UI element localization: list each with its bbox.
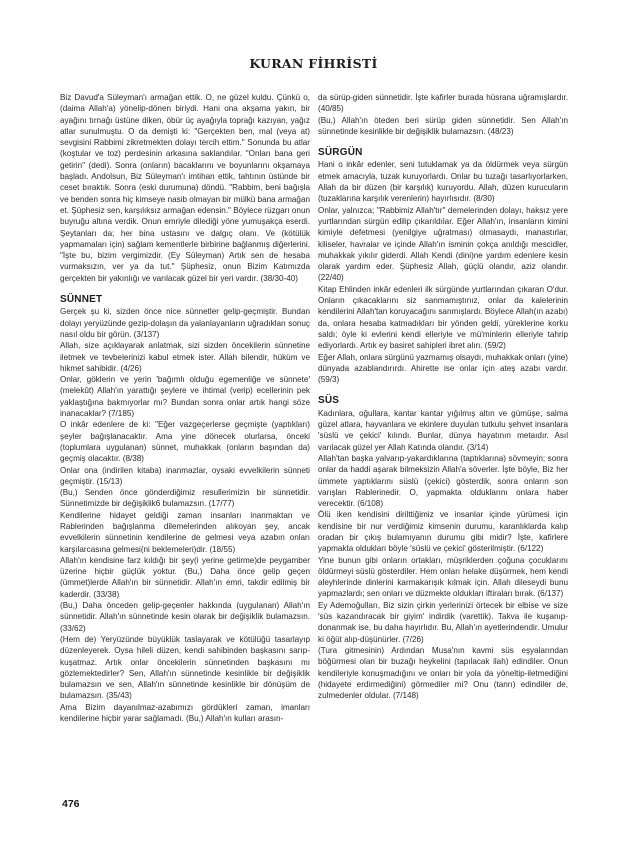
verse-paragraph: O inkâr edenlere de ki: "Eğer vazgeçerlerse geçmişte (yaptıkları) şeyler bağışlanacaktır. Ama yine dönecek olurlarsa, önceki (toplumlara uygulanan) sünnet, muhakkak (onların başından da) geçmiş olacaktır. (8/38) [60,420,310,464]
continued-paragraph: (Bu,) Allah'ın öteden beri sürüp giden sünnetidir. Sen Allah'ın sünnetinde kesinlikle bir değişiklik bulamazsın. (48/23) [318,115,568,136]
left-column [60,92,310,724]
page-number: 476 [62,798,80,810]
continued-paragraph: da sürüp-giden sünnetidir. İşte kafirler burada hüsrana uğramışlardır. (40/85) [318,93,568,114]
verse-paragraph: Kitap Ehlinden inkâr edenleri ilk sürgünde yurtlarından çıkaran O'dur. Onların çıkacaklarını siz sanmamıştınız, onlar da kalelerinin kendilerini Allah'tan koruyacağını sanmışlardı. Böylece Allah(ın azabı) da, onlara hesaba katmadıkları bir yönden geldi, yüreklerine korku saldı; öyle ki evlerini kendi elleriyle ve mü'minlerin elleriyle tahrip ediyorlardı. Artık ey basiret sahipleri ibret alın. (59/2) [318,284,568,351]
verse-paragraph: Allah, size açıklayarak anlatmak, sizi sizden öncekilerin sünnetine iletmek ve tevbelerinizi kabul etmek ister. Allah bilendir, hüküm ve hikmet sahibidir. (4/26) [60,341,310,373]
verse-paragraph: Kadınlara, oğullara, kantar kantar yığılmış altın ve gümüşe, salma güzel atlara, hayvanlara ve ekinlere duyulan tutkulu şehvet insanlara 'süslü ve çekici' kılındı. Bunlar, dünya hayatının metaıdır. Asıl varılacak güzel yer Allah Katında olandır. (3/14) [318,408,568,452]
section-heading-surgun: SÜRGÜN [318,147,363,159]
verse-paragraph: (Hem de) Yeryüzünde büyüklük taslayarak ve kötülüğü tasarlayıp düzenleyerek. Oysa hileli düzen, kendi sahibinden başkasını sarıp-kuşatmaz. Artık onlar öncekilerin sünnetinden başkasını mı gözlemektedirler? Sen, Allah'ın sünnetinde kesinlikle bir değişiklik bulamazsın ve sen, Allah'ın sünnetinde kesinlikle bir dönüşüm de bulamazsın. (35/43) [60,634,310,701]
section-heading-sus: SÜS [318,395,340,407]
verse-paragraph: Hani o inkâr edenler, seni tutuklamak ya da öldürmek veya sürgün etmek amacıyla, tuzak kuruyorlardı. Onlar bu tuzağı tasarlıyorlarken, Allah da bir düzen (bir karşılık) kuruyordu. Allah, düzen kurucuların (tuzaklarına karşılık verenlerin) hayırlısıdır. (8/30) [318,160,568,204]
verse-paragraph: Eğer Allah, onlara sürgünü yazmamış olsaydı, muhakkak onları (yine) dünyada azablandırırdı. Ahirette ise onlar için ateş azabı vardır. (59/3) [318,352,568,385]
verse-paragraph: Yine bunun gibi onların ortakları, müşriklerden çoğuna çocuklarını öldürmeyi süslü gösterdiler. Hem onları helake düşürmek, hem kendi aleyhlerinde dinlerini karmakarışık kılmak için. Allah dileseydi bunu yapmazlardı; sen onları ve düzmekte oldukları iftiraları bırak. (6/137) [318,555,568,599]
verse-paragraph: (Bu,) Daha önceden gelip-geçenler hakkında (uygulanan) Allah'ın sünnetidir. Allah'ın sünnetinde kesin olarak bir değişiklik bulamazsın. (33/62) [60,601,310,633]
verse-paragraph: Allah'tan başka yalvarıp-yakardıklarına (taptıklarına) sövmeyin; sonra onlar da haddi aşarak bilmeksizin Allah'a söverler. İşte böyle, Biz her ümmete yaptıklarını süslü (çekici) gösterdik, sonra onların son varışları Rablerinedir. O, yapmakta olduklarını onlara haber verecektir. (6/108) [318,453,568,509]
intro-paragraph: Biz Davud'a Süleyman'ı armağan ettik. O, ne güzel kuldu. Çünkü o, (daima Allah'a) yönelip-dönen biriydi. Hani ona akşama yakın, bir ayağını tırnağı üstüne diken, öbür üç ayağıyla toprağı kazıyan, yağız atlar sunulmuştu. O da demişti ki: "Gerçekten ben, mal (veya at) sevgisini Rabbimi zikretmekten dolayı tercih ettim." Sonunda bu atlar (koştular ve toz) perdesinin arkasına saklandılar. "Onları bana geri getirin" (dedi). Sonra (onların) bacaklarını ve boyunlarını okşamaya başladı. Andolsun, Biz Süleyman'ı imtihan ettik, tahtının üstünde bir ceset bıraktık. Sonra (eski durumuna) döndü. "Rabbim, beni bağışla ve benden sonra hiç kimseye nasib olmayan bir mülkü bana armağan et. Şüphesiz sen, karşılıksız armağan edensin." Böylece rüzgarı onun buyruğu altına verdik. Onun emriyle dilediği yöne yumuşakça eserdi. Şeytanları da; her bina ustasını ve dalgıç olanı. Ve (kötülük yapmamaları için) sağlam kementlerle birbirine bağlanmış diğerlerini. "İşte bu, bizim vergimizdir. (Ey Süleyman) Artık sen de hesaba vurmaksızın, ver ya da tut." Şüphesiz, onun Bizim Katımızda gerçekten bir yakınlığı ve varılacak güzel bir yeri vardır. (38/30-40) [60,93,310,283]
verse-paragraph: Onlar ona (indirilen kitaba) inanmazlar, oysaki evvelkilerin sünneti geçmiştir. (15/13) [60,465,310,486]
right-column [318,92,568,701]
verse-paragraph: (Tura gitmesinin) Ardından Musa'nın kavmi süs eşyalarından böğürmesi olan bir buzağı heykelini (tapılacak ilah) edindiler. Onun kendileriyle konuşmadığını ve onları bir yola da yöneltip-iletmediğini (hidayete erdirmediğini) görmediler mi? Onu (tanrı) edindiler de, zulmedenler oldular. (7/148) [318,645,568,701]
verse-paragraph: Allah'ın kendisine farz kıldığı bir şey(i yerine getirme)de peygamber üzerine hiçbir güçlük yoktur. (Bu,) Daha önce gelip geçen (ümmet)lerde Allah'ın bir sünnetidir. Allah'ın emri, takdir edilmiş bir kaderdir. (33/38) [60,555,310,599]
verse-paragraph: Ama Bizim dayanılmaz-azabımızı gördükleri zaman, imanları kendilerine hiçbir yarar sağlamadı. (Bu,) Allah'ın kulları arasın- [60,702,310,724]
verse-paragraph: Gerçek şu ki, sizden önce nice sünnetler gelip-geçmiştir. Bundan dolayı yeryüzünde gezip-dolaşın da yalanlayanların uğradıkları sonuç nasıl oldu bir görün. (3/137) [60,307,310,339]
verse-paragraph: (Bu,) Senden önce gönderdiğimiz resullerimizin bir sünnetidir. Sünnetimizde bir değişiklik6 bulamazsın. (17/77) [60,488,310,509]
verse-paragraph: Kendilerine hidayet geldiği zaman insanları inanmaktan ve Rablerinden bağışlanma dilemelerinden alıkoyan şey, ancak evvelkilerin sünnetinin kendilerine de gelmesi veya azabın onları karşılarcasına gelmesi(ni beklemeleri)dir. (18/55) [60,510,310,554]
verse-paragraph: Onlar, yalnızca; "Rabbimiz Allah'tır" demelerinden dolayı, haksız yere yurtlarından sürgün edilip çıkarıldılar. Eğer Allah'ın, insanların kimini kimiyle defetmesi (yenilgiye uğratması) olmasaydı, manastırlar, kiliseler, havralar ve içinde Allah'ın isminin çokça anıldığı mescidler, muhakkak yıkılır giderdi. Allah Kendi (dini)ne yardım edenlere kesin olarak yardım eder. Şüphesiz Allah, güçlü olandır, aziz olandır. (22/40) [318,205,568,283]
verse-paragraph: Ölü iken kendisini dirilttiğimiz ve insanlar içinde yürümesi için kendisine bir nur verdiğimiz kimsenin durumu, karanlıklarda kalıp oradan bir çıkış bulamıyanın durumu gibi midir? İşte, kafirlere yapmakta oldukları böyle 'süslü ve çekici' gösterilmiştir. (6/122) [318,510,568,554]
section-heading-sunnet: SÜNNET [60,294,103,306]
verse-paragraph: Ey Ademoğulları, Biz sizin çirkin yerlerinizi örtecek bir elbise ve size 'süs kazandıracak bir giyim' indirdik (varettik). Takva ile kuşanıp-donanmak ise, bu daha hayırlıdır. Bu, Allah'ın ayetlerindendir. Umulur ki öğüt alıp-düşünürler. (7/26) [318,600,568,644]
verse-paragraph: Onlar, göklerin ve yerin 'bağımlı olduğu egemenliğe ve sünnete' (melekût) Allah'ın yarattığı şeylere ve ihtimal (verip) ecellerinin pek yaklaştığına bakmıyorlar mı? Bundan sonra onlar artık hangi söze inanacaklar? (7/185) [60,375,310,419]
page-title: KURAN FİHRİSTİ [249,56,378,71]
